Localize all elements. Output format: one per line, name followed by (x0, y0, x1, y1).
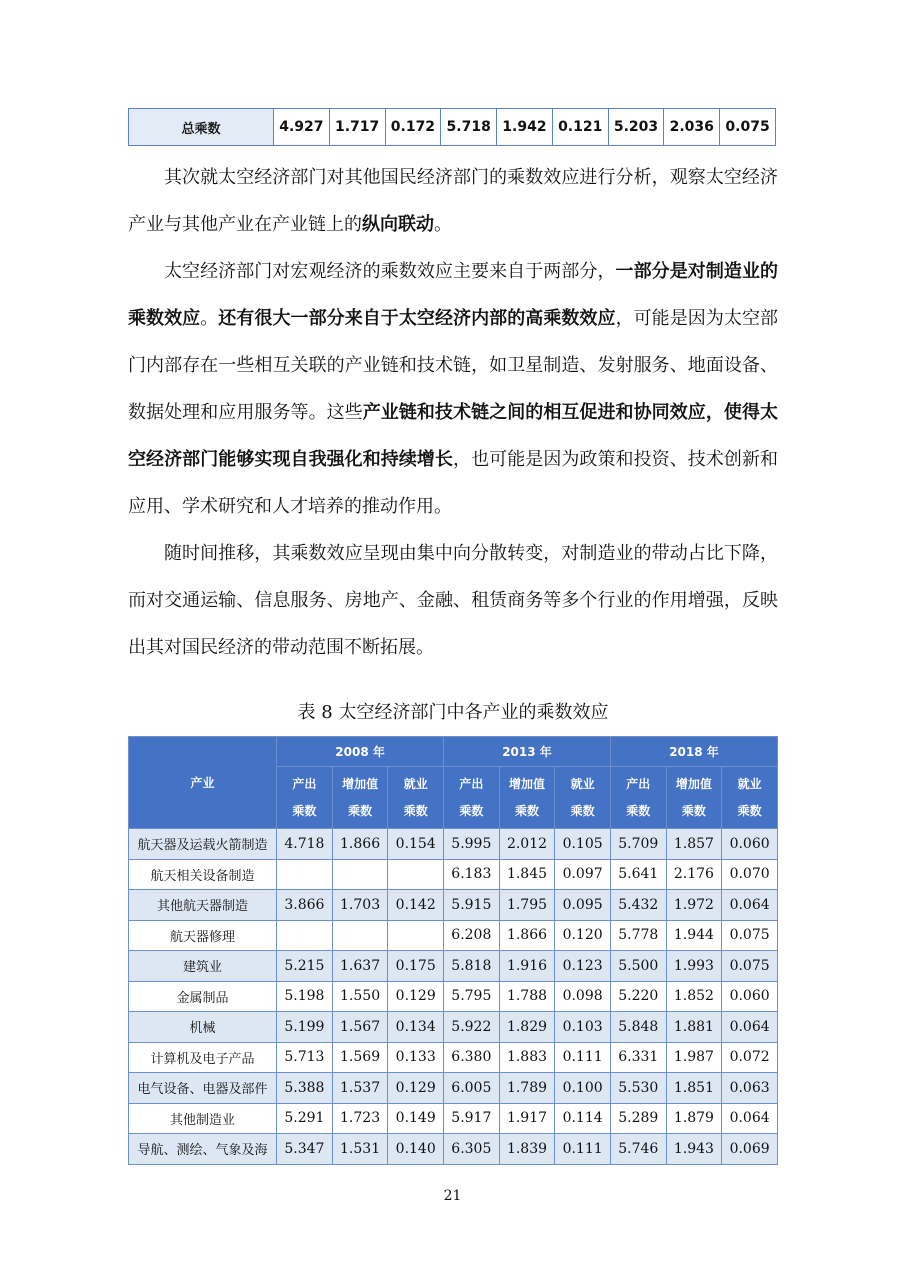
multiplier-cell: 0.069 (722, 1134, 778, 1165)
multiplier-cell: 0.064 (722, 1103, 778, 1134)
metric-header-line: 乘数 (681, 803, 706, 818)
metric-header-line: 产出 (459, 776, 484, 791)
metric-header-line: 产出 (626, 776, 651, 791)
multiplier-cell: 5.795 (444, 981, 500, 1012)
industry-name: 计算机及电子产品 (129, 1042, 277, 1073)
summary-value: 2.036 (664, 109, 720, 146)
multiplier-cell: 0.060 (722, 829, 778, 860)
metric-header-line: 乘数 (348, 803, 373, 818)
multiplier-cell: 1.857 (666, 829, 722, 860)
multiplier-cell: 0.129 (388, 981, 444, 1012)
metric-header (555, 767, 611, 829)
multiplier-cell: 0.064 (722, 1012, 778, 1043)
summary-table (128, 108, 776, 146)
metric-header-line: 就业 (403, 776, 428, 791)
multiplier-cell: 0.111 (555, 1042, 611, 1073)
multiplier-cell: 1.537 (332, 1073, 388, 1104)
multiplier-cell: 5.915 (444, 890, 500, 921)
multiplier-cell: 0.142 (388, 890, 444, 921)
table-row (129, 1073, 778, 1104)
multiplier-cell: 0.100 (555, 1073, 611, 1104)
multiplier-cell: 1.883 (499, 1042, 555, 1073)
table-body (129, 829, 778, 1165)
summary-value: 1.942 (497, 109, 553, 146)
text-run: 其次就太空经济部门对其他国民经济部门的乘数效应进行分析，观察太空经济产业与其他产业在产业链上的 (128, 167, 778, 235)
multiplier-cell: 1.531 (332, 1134, 388, 1165)
multiplier-cell: 0.175 (388, 951, 444, 982)
summary-value: 0.121 (552, 109, 608, 146)
metric-header-line: 乘数 (570, 803, 595, 818)
bold-run: 产业链和技术链之间的相互促进和协同效应，使得太空经济部门能够实现自我强化和持续增长 (128, 402, 779, 470)
summary-value: 5.718 (441, 109, 497, 146)
metric-header-line: 乘数 (459, 803, 484, 818)
metric-header (499, 767, 555, 829)
multiplier-cell: 5.500 (610, 951, 666, 982)
multiplier-cell: 0.120 (555, 920, 611, 951)
metric-header (610, 767, 666, 829)
metric-header-line: 增加值 (675, 776, 712, 791)
text-run: ，也可能是因为政策和投资、技术创新和应用、学术研究和人才培养的推动作用。 (128, 449, 779, 517)
multiplier-cell: 1.795 (499, 890, 555, 921)
industry-name: 导航、测绘、气象及海 (129, 1134, 277, 1165)
multiplier-cell: 0.098 (555, 981, 611, 1012)
multiplier-cell: 1.567 (332, 1012, 388, 1043)
multiplier-cell: 0.063 (722, 1073, 778, 1104)
multiplier-cell (332, 859, 388, 890)
multiplier-cell: 0.060 (722, 981, 778, 1012)
multiplier-cell: 2.176 (666, 859, 722, 890)
multiplier-cell: 1.703 (332, 890, 388, 921)
multiplier-cell: 0.149 (388, 1103, 444, 1134)
multiplier-cell: 5.220 (610, 981, 666, 1012)
metric-header-line: 增加值 (342, 776, 379, 791)
multiplier-cell: 2.012 (499, 829, 555, 860)
multiplier-cell (388, 920, 444, 951)
multiplier-cell: 5.198 (277, 981, 333, 1012)
year-header: 2013 年 (444, 737, 611, 767)
text-run: 。 (200, 308, 219, 329)
multiplier-cell: 0.097 (555, 859, 611, 890)
multiplier-cell: 5.848 (610, 1012, 666, 1043)
industry-name: 金属制品 (129, 981, 277, 1012)
multiplier-cell: 0.114 (555, 1103, 611, 1134)
metric-header-line: 乘数 (626, 803, 651, 818)
multiplier-cell: 0.111 (555, 1134, 611, 1165)
summary-value: 4.927 (274, 109, 330, 146)
table-row (129, 1103, 778, 1134)
multiplier-cell (277, 859, 333, 890)
metric-header (277, 767, 333, 829)
summary-row-label: 总乘数 (129, 109, 274, 146)
multiplier-cell: 6.380 (444, 1042, 500, 1073)
multiplier-cell: 6.005 (444, 1073, 500, 1104)
multiplier-cell: 0.075 (722, 951, 778, 982)
table-row (129, 859, 778, 890)
page-number: 21 (443, 1188, 462, 1204)
multiplier-cell: 1.881 (666, 1012, 722, 1043)
text-run: 太空经济部门对宏观经济的乘数效应主要来自于两部分， (164, 261, 616, 282)
industry-name: 其他制造业 (129, 1103, 277, 1134)
multiplier-cell: 0.064 (722, 890, 778, 921)
metric-header-line: 乘数 (737, 803, 762, 818)
table-row (129, 1042, 778, 1073)
table-row (129, 890, 778, 921)
multiplier-cell: 1.569 (332, 1042, 388, 1073)
multiplier-cell: 6.305 (444, 1134, 500, 1165)
multiplier-cell: 5.746 (610, 1134, 666, 1165)
multiplier-cell: 1.839 (499, 1134, 555, 1165)
multiplier-cell: 1.550 (332, 981, 388, 1012)
multiplier-cell: 1.845 (499, 859, 555, 890)
industry-name: 电气设备、电器及部件 (129, 1073, 277, 1104)
multiplier-cell: 4.718 (277, 829, 333, 860)
multiplier-cell: 0.103 (555, 1012, 611, 1043)
metric-header-line: 乘数 (292, 803, 317, 818)
bold-run: 还有很大一部分来自于太空经济内部的高乘数效应 (218, 308, 616, 329)
metric-header-line: 就业 (570, 776, 595, 791)
industry-name: 建筑业 (129, 951, 277, 982)
multiplier-table (128, 736, 778, 1165)
multiplier-cell: 0.154 (388, 829, 444, 860)
table-row (129, 1012, 778, 1043)
multiplier-cell: 5.778 (610, 920, 666, 951)
metric-header (666, 767, 722, 829)
multiplier-cell: 0.134 (388, 1012, 444, 1043)
multiplier-cell: 0.095 (555, 890, 611, 921)
bold-run: 一部分是对制造业的乘数效应 (128, 261, 778, 329)
multiplier-cell: 5.917 (444, 1103, 500, 1134)
paragraph-2 (128, 248, 778, 530)
text-run: 。 (434, 214, 452, 235)
multiplier-cell: 1.987 (666, 1042, 722, 1073)
multiplier-cell: 1.852 (666, 981, 722, 1012)
metric-header-line: 乘数 (403, 803, 428, 818)
multiplier-cell: 0.129 (388, 1073, 444, 1104)
metric-header-line: 就业 (737, 776, 762, 791)
multiplier-cell (277, 920, 333, 951)
multiplier-cell: 5.432 (610, 890, 666, 921)
industry-name: 其他航天器制造 (129, 890, 277, 921)
year-header: 2008 年 (277, 737, 444, 767)
multiplier-cell: 5.388 (277, 1073, 333, 1104)
summary-value: 0.075 (720, 109, 776, 146)
multiplier-cell: 1.993 (666, 951, 722, 982)
metric-header (332, 767, 388, 829)
table-caption: 表 8 太空经济部门中各产业的乘数效应 (297, 702, 609, 723)
metric-header (388, 767, 444, 829)
summary-value: 1.717 (329, 109, 385, 146)
multiplier-cell: 1.723 (332, 1103, 388, 1134)
paragraph-3 (128, 530, 778, 671)
multiplier-cell: 1.851 (666, 1073, 722, 1104)
summary-value: 0.172 (385, 109, 441, 146)
multiplier-cell: 5.641 (610, 859, 666, 890)
metric-header (722, 767, 778, 829)
summary-value: 5.203 (608, 109, 664, 146)
header-year-row (129, 737, 778, 767)
multiplier-cell: 1.789 (499, 1073, 555, 1104)
multiplier-cell: 6.183 (444, 859, 500, 890)
multiplier-cell: 1.972 (666, 890, 722, 921)
multiplier-cell: 1.943 (666, 1134, 722, 1165)
table-row (129, 951, 778, 982)
multiplier-cell: 5.922 (444, 1012, 500, 1043)
year-header: 2018 年 (610, 737, 777, 767)
multiplier-cell: 1.879 (666, 1103, 722, 1134)
multiplier-cell: 0.140 (388, 1134, 444, 1165)
industry-name: 航天相关设备制造 (129, 859, 277, 890)
multiplier-cell: 0.105 (555, 829, 611, 860)
multiplier-cell: 1.866 (499, 920, 555, 951)
multiplier-cell: 0.075 (722, 920, 778, 951)
multiplier-cell: 5.215 (277, 951, 333, 982)
multiplier-cell: 0.070 (722, 859, 778, 890)
multiplier-cell: 1.917 (499, 1103, 555, 1134)
multiplier-cell: 1.916 (499, 951, 555, 982)
multiplier-cell: 0.133 (388, 1042, 444, 1073)
metric-header-line: 乘数 (514, 803, 539, 818)
multiplier-cell: 5.818 (444, 951, 500, 982)
multiplier-cell: 5.289 (610, 1103, 666, 1134)
table-row (129, 1134, 778, 1165)
multiplier-cell: 5.347 (277, 1134, 333, 1165)
multiplier-cell: 5.709 (610, 829, 666, 860)
text-run: ，可能是因为太空部门内部存在一些相互关联的产业链和技术链，如卫星制造、发射服务、地面设备、数据处理和应用服务等。这些 (128, 308, 779, 423)
multiplier-cell: 0.123 (555, 951, 611, 982)
industry-name: 航天器及运载火箭制造 (129, 829, 277, 860)
multiplier-cell: 5.713 (277, 1042, 333, 1073)
multiplier-cell: 6.208 (444, 920, 500, 951)
metric-header-line: 产出 (292, 776, 317, 791)
multiplier-cell: 1.944 (666, 920, 722, 951)
table-row (129, 981, 778, 1012)
multiplier-cell: 5.995 (444, 829, 500, 860)
bold-run: 纵向联动 (362, 214, 434, 235)
multiplier-cell (332, 920, 388, 951)
multiplier-cell: 1.829 (499, 1012, 555, 1043)
multiplier-cell: 1.866 (332, 829, 388, 860)
multiplier-cell: 6.331 (610, 1042, 666, 1073)
metric-header-line: 增加值 (508, 776, 545, 791)
industry-name: 航天器修理 (129, 920, 277, 951)
industry-header: 产业 (129, 737, 277, 829)
summary-row (129, 109, 776, 146)
body-text (128, 154, 778, 671)
multiplier-cell: 1.788 (499, 981, 555, 1012)
multiplier-cell: 5.530 (610, 1073, 666, 1104)
multiplier-cell: 1.637 (332, 951, 388, 982)
multiplier-cell: 5.199 (277, 1012, 333, 1043)
multiplier-cell: 3.866 (277, 890, 333, 921)
table-row (129, 829, 778, 860)
multiplier-cell (388, 859, 444, 890)
multiplier-cell: 0.072 (722, 1042, 778, 1073)
metric-header (444, 767, 500, 829)
multiplier-cell: 5.291 (277, 1103, 333, 1134)
table-row (129, 920, 778, 951)
text-run: 随时间推移，其乘数效应呈现由集中向分散转变，对制造业的带动占比下降，而对交通运输、信息服务、房地产、金融、租赁商务等多个行业的作用增强，反映出其对国民经济的带动范围不断拓展。 (128, 543, 778, 658)
industry-name: 机械 (129, 1012, 277, 1043)
paragraph-1 (128, 154, 778, 248)
